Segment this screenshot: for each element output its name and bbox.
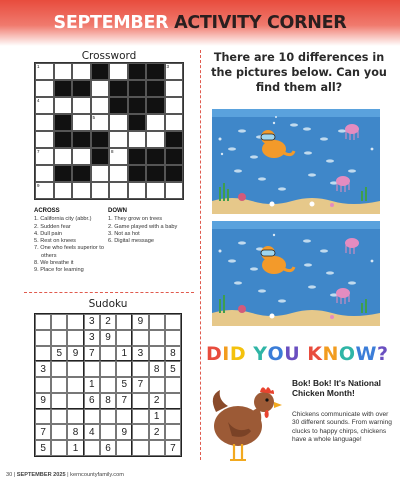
crossword-black-cell (165, 165, 184, 182)
headline-letter: U (284, 343, 301, 365)
crossword-black-cell (91, 131, 110, 148)
crossword-clue-number: 2 (92, 64, 96, 69)
sudoku-given-cell: 1 (149, 409, 165, 425)
sudoku-given-cell: 5 (165, 361, 181, 377)
sudoku-empty-cell[interactable] (149, 314, 165, 330)
crossword-clue-number: 5 (92, 115, 96, 120)
crossword-cell[interactable] (109, 182, 128, 199)
sudoku-empty-cell[interactable] (84, 409, 100, 425)
sudoku-given-cell: 1 (84, 377, 100, 393)
title-month: SEPTEMBER (53, 13, 169, 33)
crossword-cell[interactable] (146, 182, 165, 199)
crossword-black-cell (128, 148, 147, 165)
sudoku-empty-cell[interactable] (51, 377, 67, 393)
sudoku-given-cell: 8 (165, 346, 181, 362)
down-clue: 6. Digital message (108, 238, 155, 245)
headline-letter: ? (377, 343, 389, 365)
crossword-clue-number: 7 (37, 149, 40, 154)
crossword-clue-number: 4 (37, 98, 40, 103)
sudoku-empty-cell[interactable] (35, 330, 51, 346)
crossword-black-cell (109, 80, 128, 97)
sudoku-given-cell: 2 (149, 424, 165, 440)
crossword-cell[interactable] (35, 114, 54, 131)
crossword-cell[interactable] (128, 182, 147, 199)
sudoku-empty-cell[interactable] (149, 346, 165, 362)
crossword-cell[interactable] (146, 114, 165, 131)
crossword-black-cell (109, 97, 128, 114)
sudoku-empty-cell[interactable] (100, 424, 116, 440)
sudoku-empty-cell[interactable] (149, 440, 165, 456)
fact-body: Chickens communicate with over 30 different sounds. From warning clucks to happy chirps, chickens have a whole language! (292, 411, 392, 444)
crossword-black-cell (146, 63, 165, 80)
crossword-cell[interactable] (91, 80, 110, 97)
sudoku-empty-cell[interactable] (67, 314, 83, 330)
crossword-cell[interactable] (54, 63, 73, 80)
section-divider (24, 292, 194, 293)
crossword-black-cell (165, 131, 184, 148)
sudoku-empty-cell[interactable] (116, 361, 132, 377)
across-clue: 2. Sudden fear (34, 223, 71, 230)
sudoku-empty-cell[interactable] (51, 409, 67, 425)
sudoku-given-cell: 3 (132, 346, 148, 362)
sudoku-grid (34, 313, 182, 457)
sudoku-empty-cell[interactable] (132, 409, 148, 425)
crossword-cell[interactable] (54, 97, 73, 114)
crossword-black-cell (128, 63, 147, 80)
crossword-cell[interactable] (72, 63, 91, 80)
sudoku-given-cell: 3 (84, 330, 100, 346)
sudoku-given-cell: 2 (149, 393, 165, 409)
sudoku-empty-cell[interactable] (35, 377, 51, 393)
headline-letter: O (267, 343, 285, 365)
crossword-black-cell (128, 80, 147, 97)
crossword-clue-number: 9 (37, 183, 40, 188)
crossword-black-cell (54, 131, 73, 148)
sudoku-empty-cell[interactable] (84, 361, 100, 377)
chicken-illustration (202, 372, 288, 470)
crossword-cell[interactable] (35, 80, 54, 97)
sudoku-given-cell: 9 (132, 314, 148, 330)
sudoku-empty-cell[interactable] (100, 346, 116, 362)
crossword-cell[interactable] (35, 148, 54, 165)
crossword-clue-number: 1 (37, 64, 40, 69)
differences-question: There are 10 differences in the pictures below. Can you find them all? (211, 51, 387, 94)
page-number: 30 (6, 472, 13, 478)
sudoku-empty-cell[interactable] (132, 330, 148, 346)
crossword-cell[interactable] (91, 182, 110, 199)
sudoku-empty-cell[interactable] (35, 409, 51, 425)
crossword-clue-number: 6 (129, 115, 133, 120)
crossword-cell[interactable] (109, 165, 128, 182)
crossword-cell[interactable] (35, 63, 54, 80)
sudoku-given-cell: 6 (100, 440, 116, 456)
crossword-cell[interactable] (54, 182, 73, 199)
sudoku-given-cell: 8 (149, 361, 165, 377)
sudoku-empty-cell[interactable] (116, 330, 132, 346)
title-rest: ACTIVITY CORNER (174, 13, 347, 33)
across-clues (34, 208, 108, 275)
headline-letter: N (322, 343, 339, 365)
sudoku-empty-cell[interactable] (165, 330, 181, 346)
scene-image-top (212, 109, 380, 214)
sudoku-given-cell: 3 (84, 314, 100, 330)
down-clue: 3. Not as hot (108, 230, 140, 237)
sudoku-empty-cell[interactable] (165, 314, 181, 330)
crossword-cell[interactable] (165, 97, 184, 114)
sudoku-empty-cell[interactable] (51, 424, 67, 440)
crossword-cell[interactable] (72, 97, 91, 114)
crossword-cell[interactable] (35, 97, 54, 114)
sudoku-empty-cell[interactable] (51, 393, 67, 409)
page-title (0, 13, 400, 33)
crossword-black-cell (54, 165, 73, 182)
sudoku-empty-cell[interactable] (165, 393, 181, 409)
sudoku-empty-cell[interactable] (67, 330, 83, 346)
across-clue: 4. Dull pain (34, 230, 62, 237)
sudoku-given-cell: 5 (116, 377, 132, 393)
crossword-black-cell (72, 165, 91, 182)
crossword-cell[interactable] (91, 97, 110, 114)
headline-letter: I (222, 343, 230, 365)
sudoku-empty-cell[interactable] (100, 361, 116, 377)
sudoku-given-cell: 5 (35, 440, 51, 456)
sudoku-given-cell: 1 (67, 440, 83, 456)
site-url: kerncountyfamily.com (70, 472, 124, 478)
sudoku-given-cell: 9 (100, 330, 116, 346)
across-clue: 7. One who feels superior to others (34, 245, 104, 259)
sudoku-given-cell: 4 (84, 424, 100, 440)
sudoku-given-cell: 2 (100, 314, 116, 330)
sudoku-empty-cell[interactable] (51, 440, 67, 456)
sudoku-title: Sudoku (88, 298, 128, 310)
crossword-cell[interactable] (35, 131, 54, 148)
across-clue: 9. Place for learning (34, 267, 84, 274)
headline-letter: W (355, 343, 378, 365)
crossword-cell[interactable] (165, 63, 184, 80)
down-clue: 1. They grow on trees (108, 216, 162, 223)
crossword-black-cell (91, 148, 110, 165)
crossword-black-cell (146, 148, 165, 165)
sudoku-given-cell: 7 (35, 424, 51, 440)
sudoku-given-cell: 6 (84, 393, 100, 409)
headline-letter: D (229, 343, 247, 365)
sudoku-empty-cell[interactable] (132, 440, 148, 456)
crossword-cell[interactable] (35, 182, 54, 199)
crossword-black-cell (165, 148, 184, 165)
did-you-know-headline (206, 343, 389, 365)
crossword-black-cell (128, 114, 147, 131)
across-heading: ACROSS (34, 208, 60, 214)
sudoku-empty-cell[interactable] (100, 409, 116, 425)
sudoku-empty-cell[interactable] (67, 393, 83, 409)
down-clues (108, 208, 188, 245)
sudoku-given-cell: 7 (84, 346, 100, 362)
sudoku-given-cell: 9 (35, 393, 51, 409)
crossword-cell[interactable] (72, 148, 91, 165)
crossword-clue-number: 8 (111, 149, 114, 154)
sudoku-empty-cell[interactable] (132, 393, 148, 409)
sudoku-empty-cell[interactable] (51, 314, 67, 330)
crossword-black-cell (54, 80, 73, 97)
headline-letter (300, 343, 307, 365)
crossword-cell[interactable] (146, 131, 165, 148)
sudoku-given-cell: 8 (67, 424, 83, 440)
crossword-black-cell (91, 63, 110, 80)
crossword-cell[interactable] (128, 131, 147, 148)
sudoku-empty-cell[interactable] (132, 424, 148, 440)
sudoku-given-cell: 5 (51, 346, 67, 362)
sudoku-empty-cell[interactable] (84, 440, 100, 456)
sudoku-empty-cell[interactable] (51, 361, 67, 377)
sudoku-empty-cell[interactable] (165, 377, 181, 393)
crossword-black-cell (146, 80, 165, 97)
across-clue: 5. Rest on knees (34, 238, 76, 245)
crossword-grid (34, 62, 184, 200)
sudoku-given-cell: 7 (132, 377, 148, 393)
sudoku-empty-cell[interactable] (116, 440, 132, 456)
crossword-cell[interactable] (35, 165, 54, 182)
down-clue: 2. Game played with a baby (108, 223, 178, 230)
crossword-black-cell (54, 114, 73, 131)
crossword-cell[interactable] (165, 114, 184, 131)
sudoku-given-cell: 9 (67, 346, 83, 362)
sudoku-empty-cell[interactable] (116, 314, 132, 330)
sudoku-empty-cell[interactable] (67, 361, 83, 377)
crossword-cell[interactable] (72, 182, 91, 199)
page-footer: 30 | SEPTEMBER 2025 | kerncountyfamily.com (6, 472, 124, 478)
crossword-black-cell (72, 80, 91, 97)
headline-letter: D (206, 343, 223, 365)
sudoku-empty-cell[interactable] (116, 409, 132, 425)
crossword-black-cell (128, 165, 147, 182)
sudoku-empty-cell[interactable] (67, 409, 83, 425)
fact-title: Bok! Bok! It's National Chicken Month! (292, 378, 382, 398)
sudoku-given-cell: 8 (100, 393, 116, 409)
headline-letter: O (338, 343, 356, 365)
crossword-black-cell (128, 97, 147, 114)
crossword-cell[interactable] (109, 148, 128, 165)
sudoku-given-cell: 9 (116, 424, 132, 440)
crossword-black-cell (72, 131, 91, 148)
sudoku-empty-cell[interactable] (132, 361, 148, 377)
across-clue: 1. California city (abbr.) (34, 216, 92, 223)
issue-month: SEPTEMBER 2025 (16, 472, 66, 478)
sudoku-empty-cell[interactable] (67, 377, 83, 393)
headline-letter: K (307, 343, 323, 365)
crossword-cell[interactable] (91, 165, 110, 182)
sudoku-given-cell: 3 (35, 361, 51, 377)
sudoku-empty-cell[interactable] (100, 377, 116, 393)
sudoku-empty-cell[interactable] (165, 409, 181, 425)
down-heading: DOWN (108, 208, 127, 214)
sudoku-given-cell: 1 (116, 346, 132, 362)
sudoku-empty-cell[interactable] (149, 330, 165, 346)
crossword-cell[interactable] (109, 131, 128, 148)
headline-letter: Y (253, 343, 268, 365)
sudoku-empty-cell[interactable] (35, 314, 51, 330)
sudoku-empty-cell[interactable] (165, 424, 181, 440)
crossword-title: Crossword (81, 50, 137, 62)
crossword-clue-number: 3 (166, 64, 170, 69)
sudoku-empty-cell[interactable] (51, 330, 67, 346)
sudoku-empty-cell[interactable] (35, 346, 51, 362)
crossword-cell[interactable] (165, 182, 184, 199)
sudoku-empty-cell[interactable] (149, 377, 165, 393)
sudoku-given-cell: 7 (165, 440, 181, 456)
crossword-cell[interactable] (72, 114, 91, 131)
crossword-black-cell (146, 165, 165, 182)
across-clue: 8. We breathe it (34, 260, 74, 267)
crossword-cell[interactable] (109, 114, 128, 131)
column-divider (200, 50, 201, 460)
scene-image-bottom (212, 221, 380, 326)
sudoku-given-cell: 7 (116, 393, 132, 409)
crossword-cell[interactable] (91, 114, 110, 131)
crossword-cell[interactable] (109, 63, 128, 80)
crossword-black-cell (146, 97, 165, 114)
crossword-cell[interactable] (54, 148, 73, 165)
crossword-cell[interactable] (165, 80, 184, 97)
